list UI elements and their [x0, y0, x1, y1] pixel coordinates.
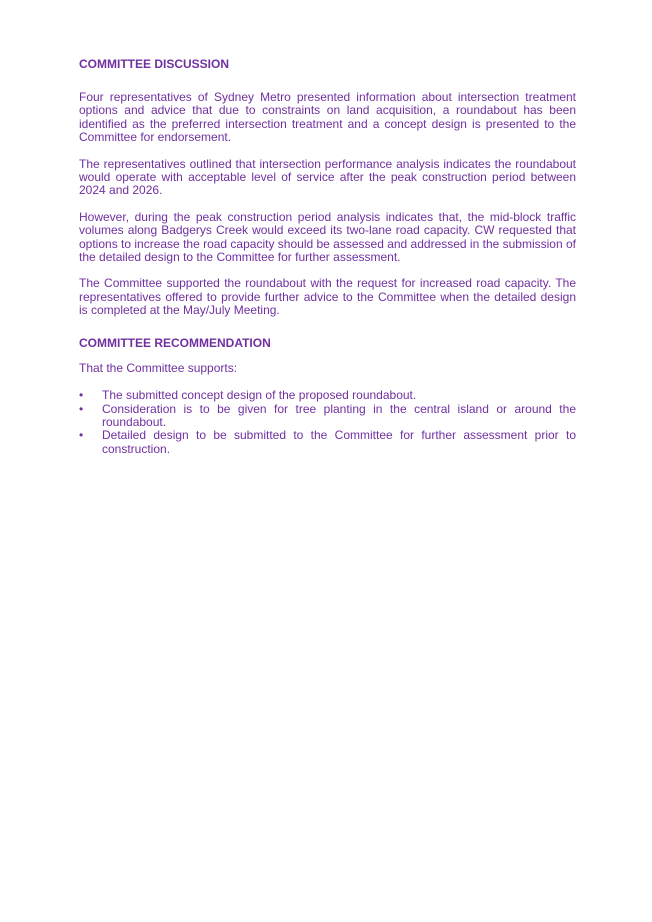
bullet-icon: •: [79, 428, 84, 443]
list-item: [79, 429, 576, 456]
list-item-text: Consideration is to be given for tree planting in the central island or around the roundabout.: [102, 401, 576, 429]
bullet-icon: •: [79, 401, 84, 416]
list-item: [79, 389, 576, 402]
discussion-paragraph-1: Four representatives of Sydney Metro presented information about intersection treatment options and advice that due to constraints on land acquisition, a roundabout has been identified as the preferred intersection treatment and a concept design is presented to the Committee for endorsement.: [79, 90, 576, 145]
committee-discussion-heading: COMMITTEE DISCUSSION: [79, 57, 230, 71]
document-page: [79, 57, 576, 456]
list-item-text: The submitted concept design of the proposed roundabout.: [102, 388, 417, 403]
bullet-icon: •: [79, 388, 84, 403]
recommendation-list: [79, 389, 576, 456]
committee-recommendation-heading: COMMITTEE RECOMMENDATION: [79, 335, 271, 350]
recommendation-intro: That the Committee supports:: [79, 360, 238, 375]
discussion-paragraph-2: The representatives outlined that intersection performance analysis indicates the roundabout would operate with acceptable level of service after the peak construction period between 2024 and 2026.: [79, 156, 576, 198]
list-item-text: Detailed design to be submitted to the Committee for further assessment prior to construction.: [102, 428, 576, 456]
discussion-paragraph-3: However, during the peak construction period analysis indicates that, the mid-block traffic volumes along Badgerys Creek would exceed its two-lane road capacity. CW requested that options to increase the road capacity should be assessed and addressed in the submission of the detailed design to the Committee for further assessment.: [79, 209, 576, 265]
discussion-paragraph-4: The Committee supported the roundabout with the request for increased road capacity. The representatives offered to provide further advice to the Committee when the detailed design is completed at the May/July Meeting.: [79, 276, 576, 318]
list-item: [79, 403, 576, 430]
